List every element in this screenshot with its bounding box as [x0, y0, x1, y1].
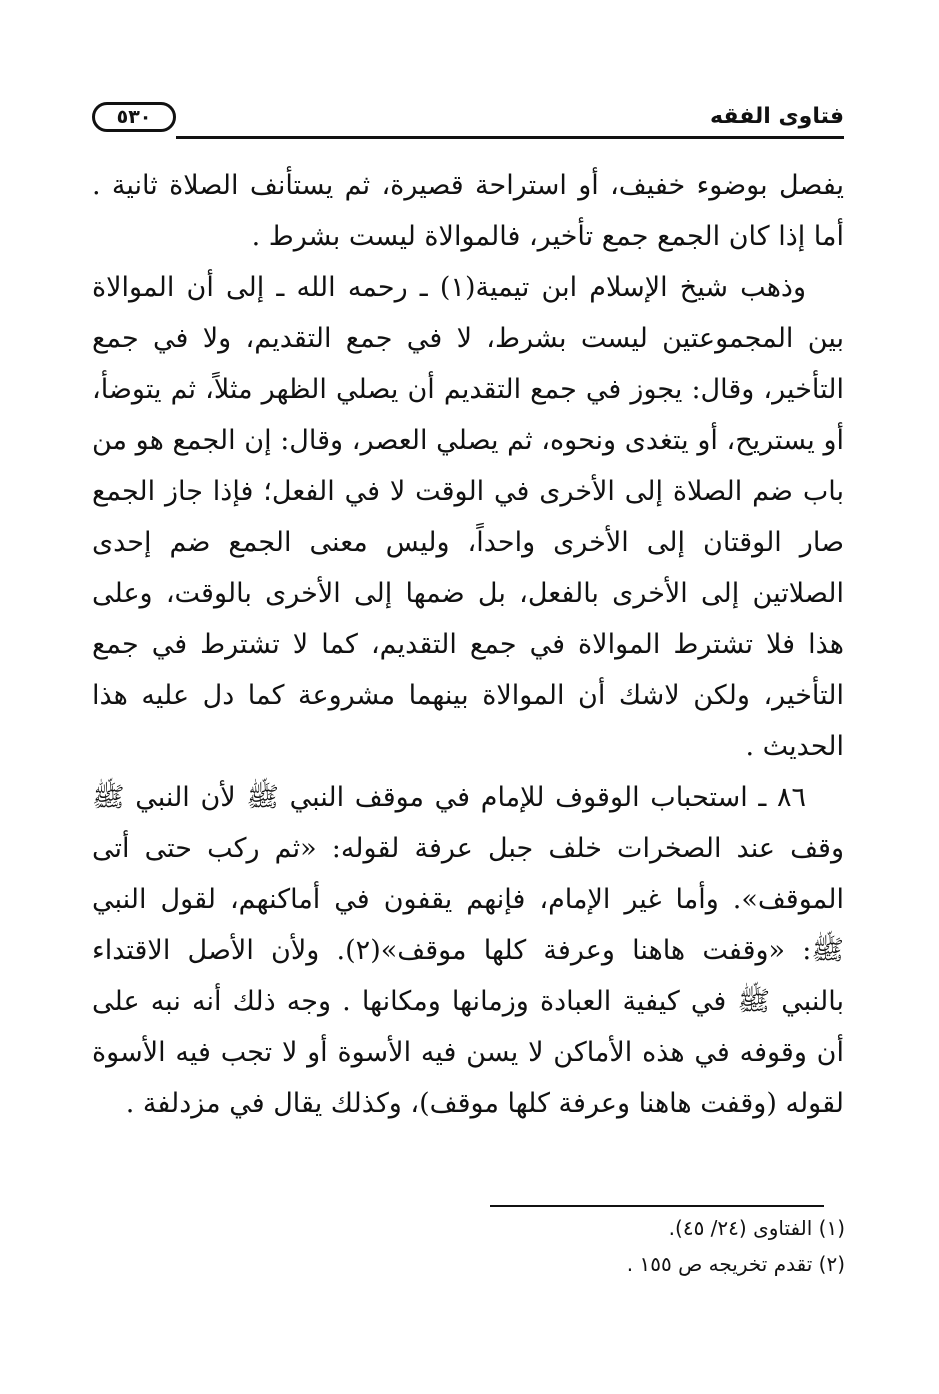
- paragraph-2: وذهب شيخ الإسلام ابن تيمية(١) ـ رحمه الله ـ إلى أن الموالاة بين المجموعتين ليست بشرط، لا في جمع التقديم، ولا في جمع التأخير، وقال: يجوز في جمع التقديم أن يصلي الظهر مثلاً، ثم يتوضأ، أو يستريح، أو يتغدى ونحوه، ثم يصلي العصر، وقال: إن الجمع هو من باب ضم الصلاة إلى الأخرى في الوقت لا في الفعل؛ فإذا جاز الجمع صار الوقتان إلى الأخرى واحداً، وليس معنى الجمع ضم إحدى الصلاتين إلى الأخرى بالفعل، بل ضمها إلى الأخرى بالوقت، وعلى هذا فلا تشترط الموالاة في جمع التقديم، كما لا تشترط في جمع التأخير، ولكن لاشك أن الموالاة بينهما مشروعة كما دل عليه هذا الحديث .: [92, 272, 844, 762]
- footnote-1: (١) الفتاوى (٢٤/ ٤٥).: [668, 1216, 845, 1240]
- page-header: [92, 100, 844, 138]
- main-text: [92, 160, 844, 1129]
- paragraph-1: يفصل بوضوء خفيف، أو استراحة قصيرة، ثم يستأنف الصلاة ثانية . أما إذا كان الجمع جمع تأخير، فالموالاة ليست بشرط .: [92, 170, 844, 252]
- footnotes: [105, 1210, 845, 1282]
- running-title: فتاوى الفقه: [710, 104, 844, 129]
- footnote-2: (٢) تقدم تخريجه ص ١٥٥ .: [626, 1252, 845, 1276]
- paragraph-3: ٨٦ ـ استحباب الوقوف للإمام في موقف النبي ﷺ لأن النبي ﷺ وقف عند الصخرات خلف جبل عرفة لقوله: «ثم ركب حتى أتى الموقف». وأما غير الإمام، فإنهم يقفون في أماكنهم، لقول النبي ﷺ: «وقفت هاهنا وعرفة كلها موقف»(٢). ولأن الأصل الاقتداء بالنبي ﷺ في كيفية العبادة وزمانها ومكانها . وجه ذلك أنه نبه على أن وقوفه في هذه الأماكن لا يسن فيه الأسوة أو لا تجب فيه الأسوة لقوله (وقفت هاهنا وعرفة كلها موقف)، وكذلك يقال في مزدلفة .: [92, 782, 844, 1119]
- header-rule: [176, 136, 844, 139]
- page-number-badge: ٥٣٠: [92, 102, 176, 132]
- footnote-rule: [490, 1205, 824, 1207]
